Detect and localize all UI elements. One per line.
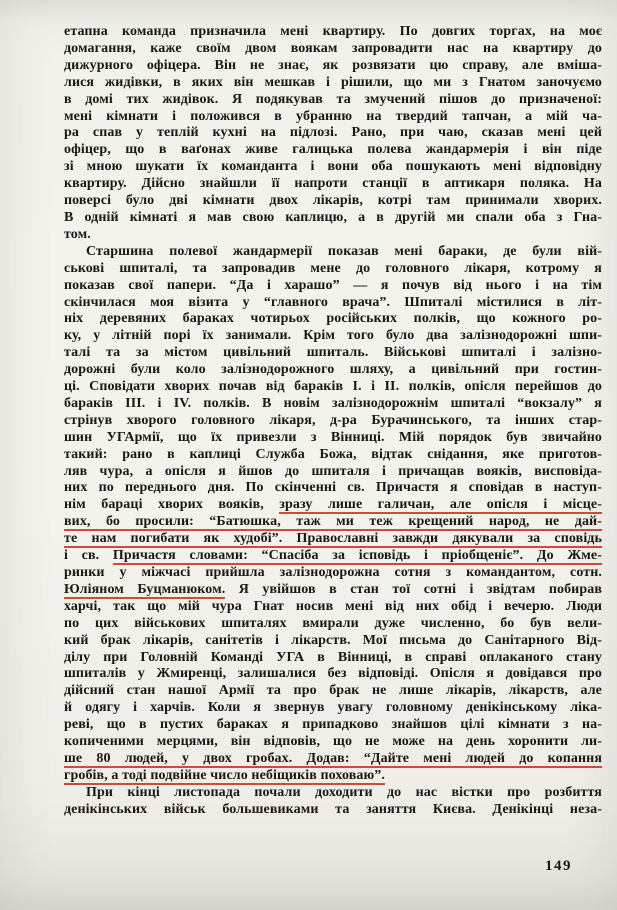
red-underlined-text: ше 80 людей, у двох гробах. Додав: “Дайте мені людей до копання: [64, 750, 602, 766]
text-line: [64, 75, 602, 92]
text-segment: етапна команда призначила мені квартиру. По довгих торгах, на моє: [64, 24, 602, 39]
text-line: [64, 125, 602, 142]
text-segment: ляв чура, а опісля я йшов до шпиталя і причащав вояків, висповіда-: [64, 463, 602, 479]
text-block: [64, 24, 602, 819]
text-line: [64, 700, 602, 717]
text-line: [64, 142, 602, 159]
text-line: [64, 785, 602, 802]
text-segment: дійсний стан нашої Армії та про брак не лише лікарів, лікарств, але: [64, 683, 602, 699]
text-line: [64, 430, 602, 447]
text-line: [64, 396, 602, 413]
text-line: [64, 159, 602, 176]
text-line: [64, 464, 602, 481]
text-segment: мені кімнати і положився в убранню на твердий тапчан, а мій ча-: [64, 108, 602, 124]
red-underlined-text: гробів, а тоді подвійне число небіщиків поховаю”.: [64, 767, 385, 783]
text-segment: ніх деревяних бараках чотирьох російських полків, що кожного ро-: [64, 311, 602, 327]
text-line: [64, 514, 602, 531]
red-underlined-text: зразу лише галичан, але опісля і місце-: [279, 497, 602, 513]
text-segment: такий: рано в каплиці Служба Божа, відтак снідання, яке приготов-: [64, 446, 602, 462]
text-line: [64, 802, 602, 819]
text-segment: Я увійшов в стан тої сотні і звідтам побирав: [225, 581, 602, 597]
text-segment: ра спав у теплій кухні на підлозі. Рано, при чаю, сказав мені цей: [64, 125, 602, 141]
text-segment: денікінських військ большевиками та заняття Києва. Денікінці неза-: [64, 801, 602, 817]
text-line: [64, 683, 602, 700]
text-line: [64, 599, 602, 616]
text-line: [64, 227, 602, 244]
text-segment: в домі тих жидівок. Я подякував та змучений пішов до призначеної:: [64, 91, 602, 107]
text-line: [64, 666, 602, 683]
red-underlined-text: Юліяном Буцманюком.: [64, 581, 226, 597]
text-segment: дижурного офіцера. Він не знає, як розвязати цю справу, але вміша-: [64, 57, 602, 73]
text-line: [64, 345, 602, 362]
text-segment: скінчилася моя візита у “главного врача”. Шпиталі містилися в літ-: [64, 294, 602, 310]
text-line: [64, 548, 602, 565]
text-segment: нім бараці хворих вояків,: [64, 497, 280, 513]
text-line: [64, 480, 602, 497]
text-segment: ринки у міжчасі прийшла залізнодорожна сотня з командантом, сотн.: [64, 565, 602, 580]
text-segment: по цих військових шпиталях вмирали дуже численно, бо був вели-: [64, 615, 602, 631]
red-underlined-text: Причастя словами: “Спасіба за ісповідь і пріобщеніє”. До Жме-: [112, 548, 603, 564]
text-line: [64, 244, 602, 261]
text-line: [64, 261, 602, 278]
text-segment: стрінув хворого головного лікаря, д-ра Бурачинського, та інших стар-: [64, 412, 602, 428]
text-segment: При кінці листопада почали доходити до нас вістки про розбиття: [86, 784, 602, 800]
text-segment: зі мною шукати їх команданта і вони оба пошукають мені відповідну: [64, 159, 602, 175]
text-line: [64, 447, 602, 464]
text-line: [64, 41, 602, 58]
text-segment: дорожні були коло залізнодорожного шляху, а цивільний при гостин-: [64, 362, 602, 378]
text-segment: ці. Сповідати хворих почав від бараків І. і ІІ. полків, опісля перейшов до: [64, 379, 602, 395]
text-segment: шпиталів у Жмиренці, залишалися без відповіді. Опісля я довідався про: [64, 666, 602, 682]
text-segment: ку, у літній порі їх занимали. Крім того було два залізнодорожні шпи-: [64, 328, 602, 344]
page-number: 149: [545, 858, 572, 874]
text-line: [64, 109, 602, 126]
text-line: [64, 362, 602, 379]
text-segment: й одягу і харчів. Коли я звернув увагу головному денікінському ліка-: [64, 700, 602, 716]
text-segment: показав свої папери. “Да і харашо” — я почув від нього і на тім: [64, 277, 602, 293]
text-line: [64, 278, 602, 295]
text-line: [64, 413, 602, 430]
text-segment: поверсі було дві кімнати двох лікарів, котрі там принимали хворих.: [64, 193, 602, 209]
text-line: [64, 92, 602, 109]
text-line: [64, 497, 602, 514]
text-segment: і св.: [64, 548, 113, 564]
text-line: [64, 210, 602, 227]
text-line: [64, 582, 602, 599]
text-line: [64, 768, 602, 785]
text-line: [64, 717, 602, 734]
text-segment: ськові шпиталі, та запровадив мене до головного лікаря, котрому я: [64, 260, 602, 276]
text-line: [64, 751, 602, 768]
text-line: [64, 58, 602, 75]
text-segment: шин УГАрмії, що їх привезли з Вінниці. Мій порядок був звичайно: [64, 429, 602, 445]
text-segment: кий брак лікарів, санітетів і лікарств. Мої письма до Санітарного Від-: [64, 632, 602, 648]
text-segment: лися жидівки, в яких він мешкав і рішили, що ми з Гнатом заночуємо: [64, 74, 602, 90]
text-line: [64, 311, 602, 328]
text-segment: том.: [64, 226, 91, 242]
text-segment: ділу при Головній Команді УГА в Вінниці, в справі оплаканого стану: [64, 649, 602, 665]
text-segment: офіцер, що в ваґонах живе галицька полева жандармерія і він піде: [64, 142, 602, 158]
text-line: [64, 379, 602, 396]
text-line: [64, 295, 602, 312]
text-line: [64, 650, 602, 667]
text-segment: копиченими мерцями, він відповів, що не може на день хоронити ли-: [64, 734, 602, 750]
text-segment: Старшина полевої жандармерії показав мені бараки, де були вій-: [86, 243, 602, 259]
red-underlined-text: те нам погибати як худобі”. Православні завжди дякували за сповідь: [64, 531, 602, 547]
text-segment: домагання, каже своїм двом воякам запровадити нас на квартиру до: [64, 40, 602, 56]
text-segment: В одній кімнаті я мав свою каплицю, а в другій ми спали оба з Гна-: [64, 209, 602, 225]
text-line: [64, 565, 602, 582]
text-line: [64, 24, 602, 41]
text-line: [64, 531, 602, 548]
text-line: [64, 328, 602, 345]
text-segment: бараків ІІІ. і IV. полків. В новім залізнодорожнім шпиталі “вокзалу” я: [64, 395, 602, 411]
text-line: [64, 193, 602, 210]
text-line: [64, 176, 602, 193]
red-underlined-text: вих, бо просили: “Батюшка, таж ми теж крещений народ, не дай-: [64, 514, 602, 530]
text-segment: квартиру. Дійсно знайшли її напроти станції в аптикаря поляка. На: [64, 176, 602, 192]
text-line: [64, 616, 602, 633]
text-segment: реві, що в пустих бараках я припадково знайшов цілі кімнати з на-: [64, 717, 602, 733]
text-segment: харчі, так що мій чура Гнат носив мені від них обід і вечерю. Люди: [64, 598, 602, 614]
text-segment: талі та за містом цивільний шпиталь. Військові шпиталі і залізно-: [64, 345, 602, 361]
text-line: [64, 734, 602, 751]
text-line: [64, 633, 602, 650]
text-segment: них по переднього дня. По скінченні св. Причастя я сповідав в наступ-: [64, 480, 602, 496]
